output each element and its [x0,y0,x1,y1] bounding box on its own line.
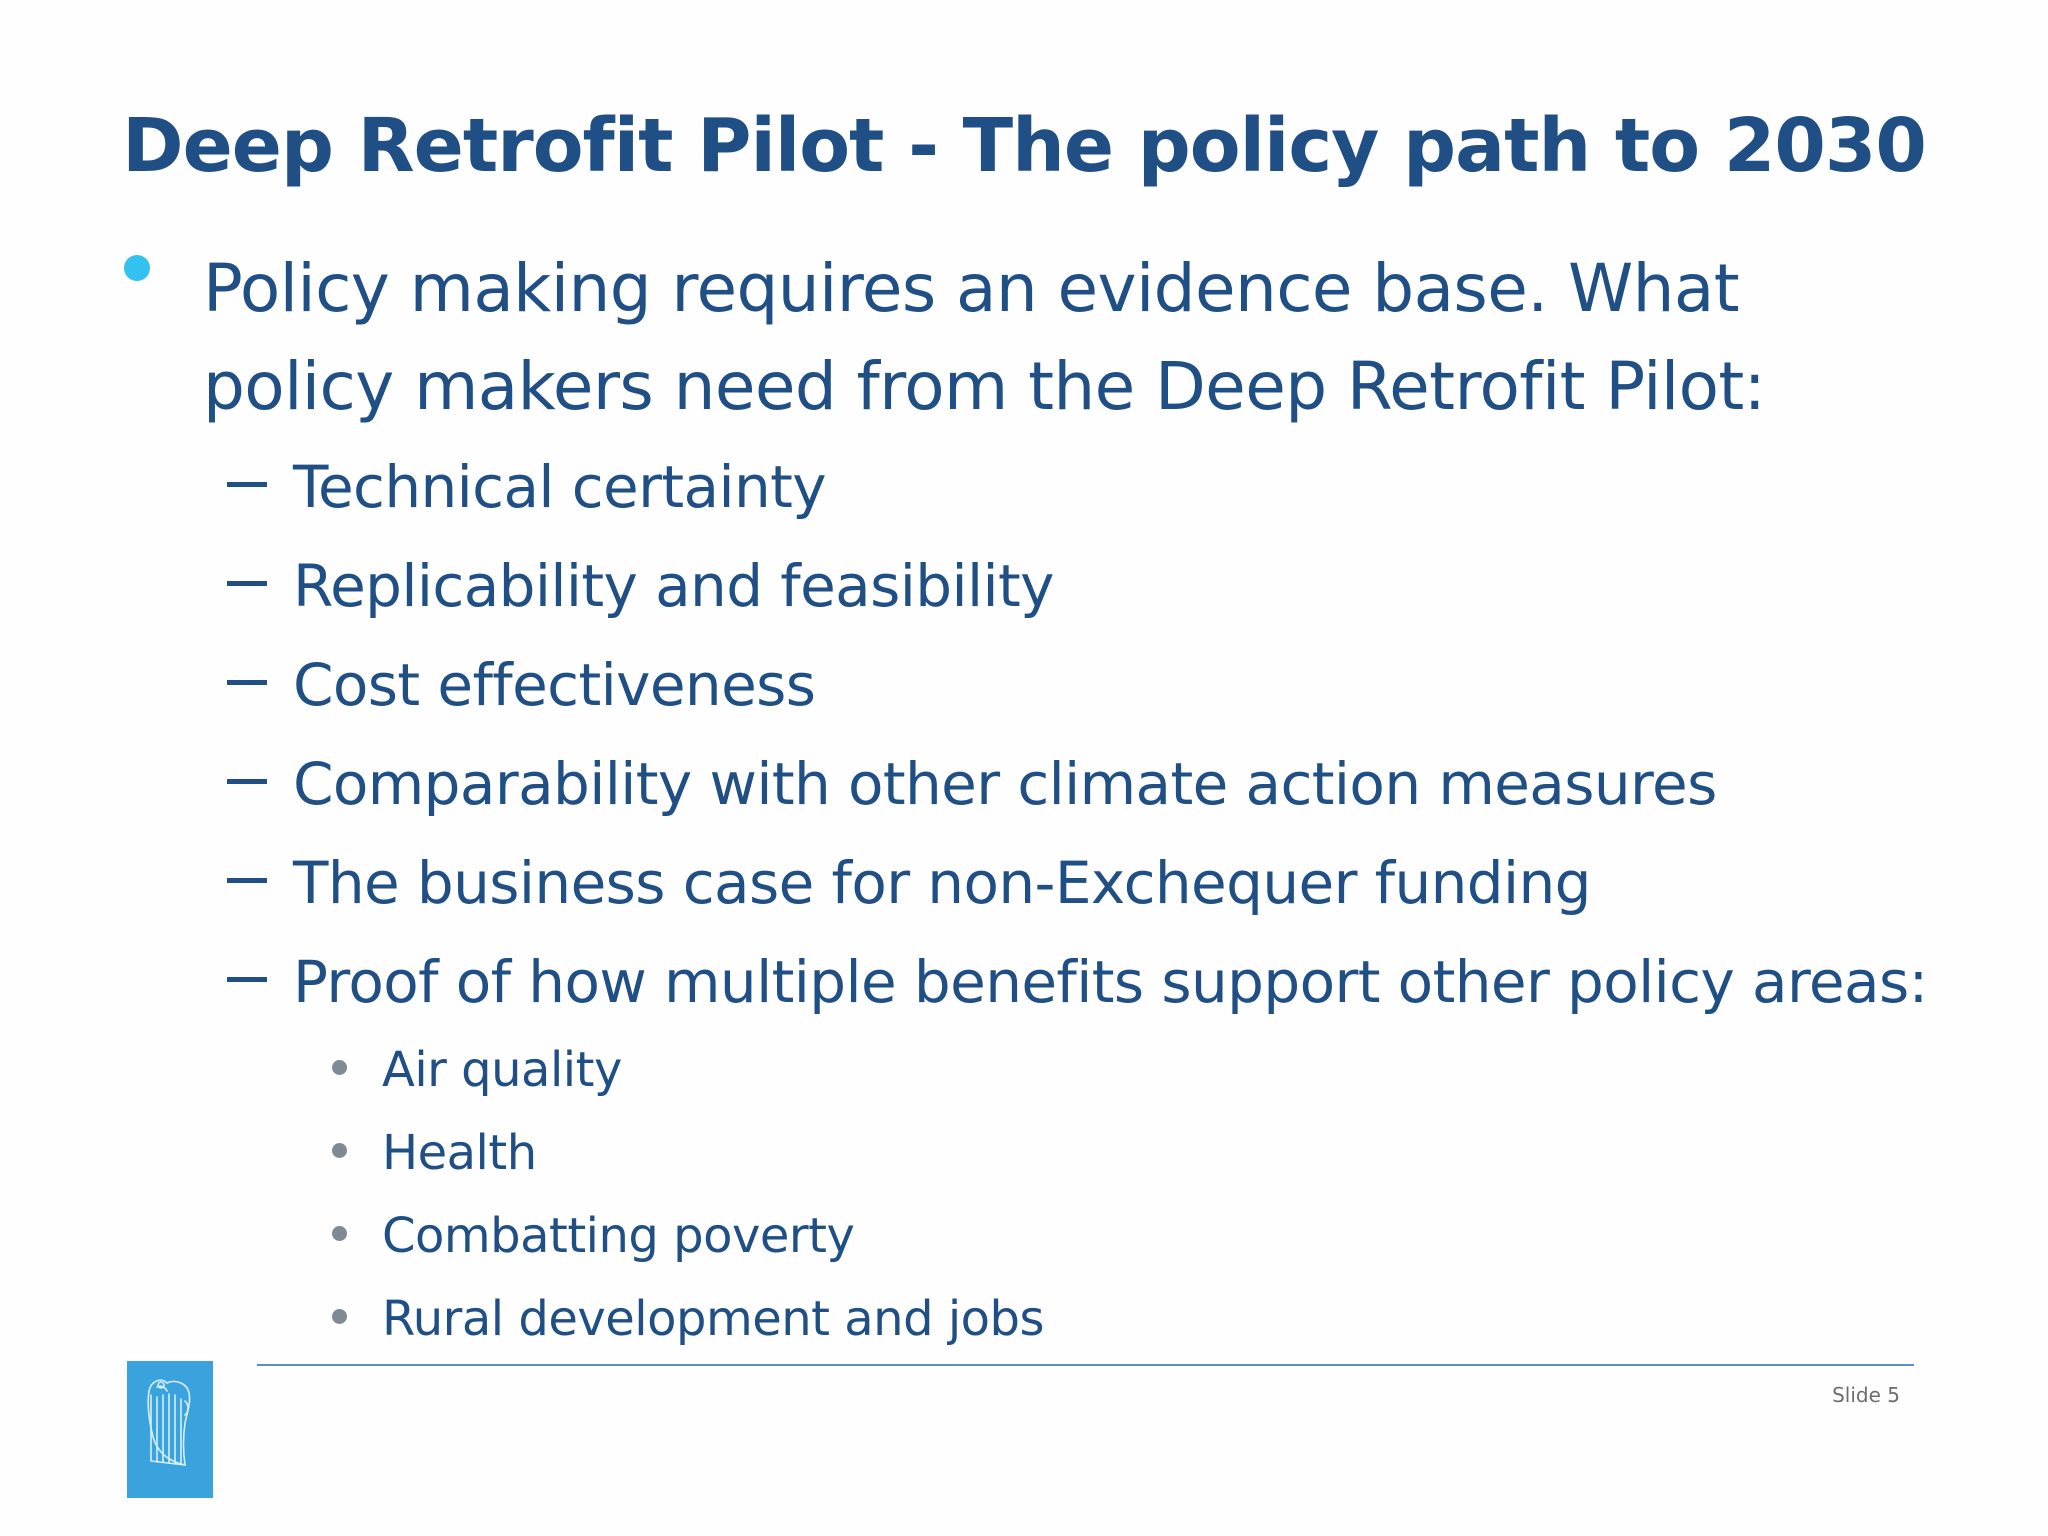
dash-bullet [227,878,267,883]
slide-title: Deep Retrofit Pilot - The policy path to 2030 [122,103,1926,189]
list-item-text: The business case for non-Exchequer funding [293,849,1591,917]
benefit-item-text: Rural development and jobs [382,1291,1044,1347]
dash-bullet [227,581,267,586]
list-item-text: Proof of how multiple benefits support other policy areas: [293,948,1928,1016]
dash-bullet [227,680,267,685]
harp-icon [127,1361,213,1498]
slide-number: Slide 5 [1832,1383,1900,1407]
bullet-dot [332,1309,347,1324]
bullet-dot [332,1143,347,1158]
list-item-text: Cost effectiveness [293,651,816,719]
main-bullet-text: Policy making requires an evidence base. What policy makers need from the Deep Retrofit Pilot: [203,250,1766,425]
bullet-dot [332,1060,347,1075]
dash-bullet [227,482,267,487]
footer-divider [257,1364,1914,1366]
list-item-text: Replicability and feasibility [293,552,1054,620]
benefit-item-text: Air quality [382,1042,622,1098]
dash-bullet [227,977,267,982]
list-item-text: Comparability with other climate action measures [293,750,1717,818]
list-item-text: Technical certainty [293,453,827,521]
dash-bullet [227,779,267,784]
bullet-dot [124,255,150,281]
benefit-item-text: Health [382,1125,537,1181]
bullet-dot [332,1226,347,1241]
benefit-item-text: Combatting poverty [382,1208,855,1264]
